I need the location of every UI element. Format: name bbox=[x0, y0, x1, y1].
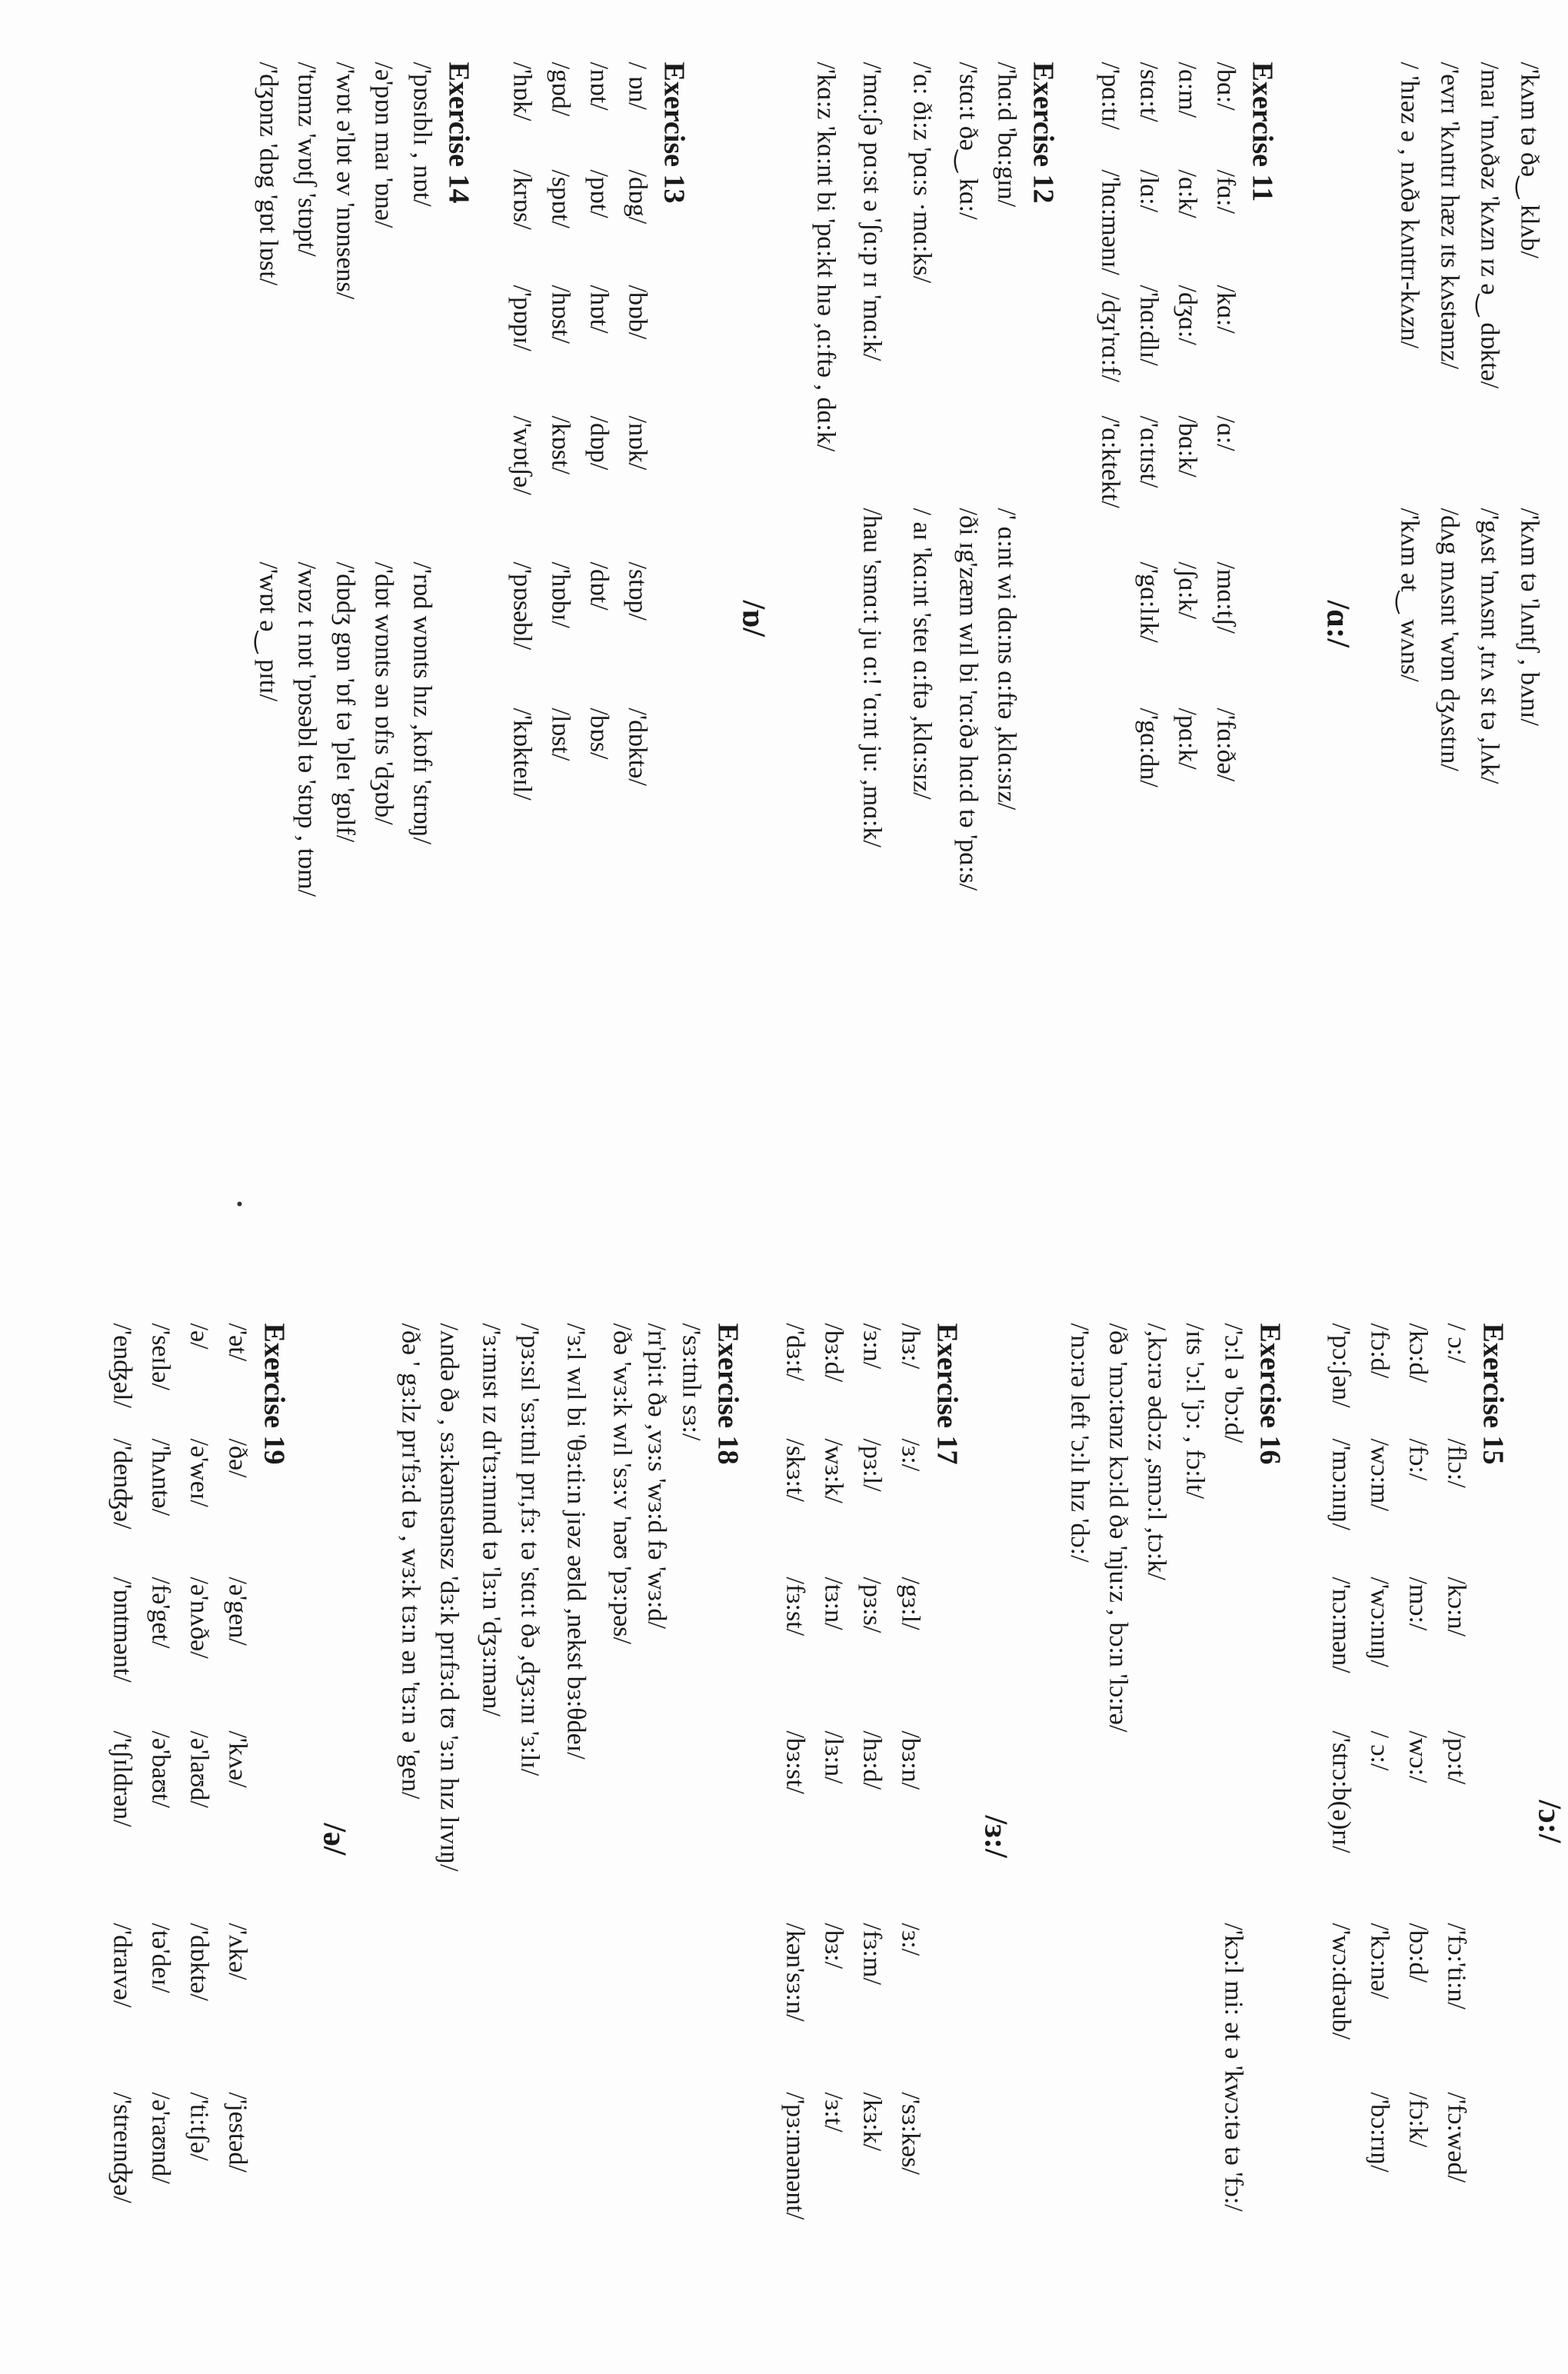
word: /wɜ:k/ bbox=[819, 1438, 847, 1503]
word: /kɑ:/ bbox=[1211, 285, 1240, 334]
sentence: / aɪ 'kɑ:nt 'steɪ ɑ:ftə ,klɑ:sɪz/ bbox=[907, 508, 936, 800]
intro-line: /'kʌm tə 'lʌntʃ , bʌnɪ/ bbox=[1515, 508, 1543, 726]
word: /'pɑ:tɪ/ bbox=[1096, 62, 1124, 130]
word: /'dɒktə/ bbox=[185, 1923, 213, 2001]
sentence: /'dɒt wɒnts ən ɒfɪs 'dʒɒb/ bbox=[369, 561, 398, 825]
word: /lɑ:/ bbox=[1134, 169, 1163, 212]
word: /tɜ:n/ bbox=[819, 1577, 847, 1630]
word: /ɑ:m/ bbox=[1173, 62, 1201, 118]
word: /ɜ:/ bbox=[896, 1438, 924, 1471]
sentence: /'kɔ:l mi: ət ə 'kwɔ:tə tə 'fɔ:/ bbox=[1219, 1923, 1247, 2212]
word: /'dɒktə/ bbox=[623, 708, 651, 786]
word: /mɔ:/ bbox=[1403, 1577, 1432, 1630]
word: /'mɔ:nɪŋ/ bbox=[1327, 1438, 1355, 1530]
sentence: /'dʒɒnz 'dɒg 'gɒt lɒst/ bbox=[254, 62, 282, 285]
word: /'ɑ:tɪst/ bbox=[1134, 415, 1163, 488]
sentence: /'ɑ: ði:z 'pɑ:s ·mɑ:ks/ bbox=[907, 62, 936, 283]
word: /hɜ:/ bbox=[896, 1323, 924, 1369]
word: /'sɜ:kəs/ bbox=[896, 2092, 924, 2175]
word: /dʒɪ'rɑ:f/ bbox=[1096, 292, 1124, 382]
word: /ə'baʊt/ bbox=[146, 1730, 175, 1808]
word: /fɔ:d/ bbox=[1365, 1323, 1393, 1378]
word: /krɒs/ bbox=[508, 169, 536, 230]
word: /'pɔ:ʃən/ bbox=[1327, 1323, 1355, 1407]
word: /kɒst/ bbox=[546, 415, 574, 474]
exercise-title: Exercise 14 bbox=[442, 62, 474, 203]
word: /'tʃɪldrən/ bbox=[108, 1730, 136, 1827]
intro-line: /'evrɪ 'kʌntrɪ hæz ɪts kʌstəmz/ bbox=[1435, 62, 1463, 369]
word: /'enʤəl/ bbox=[108, 1323, 136, 1408]
word: /fɔ:k/ bbox=[1403, 2092, 1432, 2147]
word: /ɑ:/ bbox=[1211, 415, 1240, 451]
word: /nɒk/ bbox=[623, 415, 651, 470]
word: /pɑ:k/ bbox=[1173, 708, 1201, 770]
word: /ə/ bbox=[185, 1323, 213, 1349]
word: /nɒt/ bbox=[584, 62, 613, 111]
word: /'fɔ:'ti:n/ bbox=[1442, 1923, 1470, 2009]
sentence: /ði ɪg'zæm wɪl bi 'rɑ:ðə hɑ:d tə 'pɑ:s/ bbox=[954, 508, 982, 891]
word: / ɔ:/ bbox=[1365, 1730, 1393, 1770]
word: /wɔ:/ bbox=[1403, 1730, 1432, 1783]
exercise-title: Exercise 12 bbox=[1027, 62, 1059, 203]
word: /'bɔ:rɪŋ/ bbox=[1365, 2092, 1393, 2173]
word: /pɒt/ bbox=[584, 169, 613, 218]
exercise-title: Exercise 16 bbox=[1253, 1323, 1286, 1464]
word: /ɜ:/ bbox=[896, 1923, 924, 1956]
left-column bbox=[0, 62, 1568, 1084]
word: /stɑ:t/ bbox=[1134, 62, 1163, 122]
word: /dɒt/ bbox=[584, 561, 613, 611]
word: /flɔ:/ bbox=[1442, 1438, 1470, 1488]
word: /fə'get/ bbox=[146, 1577, 175, 1648]
intro-line: /'kʌm ət‿ wʌns/ bbox=[1395, 508, 1423, 682]
word: /'strɔ:b(ə)rɪ/ bbox=[1327, 1730, 1355, 1853]
word: /'wɔ:drəub/ bbox=[1327, 1923, 1355, 2039]
exercise-title: Exercise 15 bbox=[1476, 1323, 1509, 1464]
exercise-title: Exercise 19 bbox=[258, 1323, 290, 1464]
word: /'nɔ:mən/ bbox=[1327, 1577, 1355, 1673]
word: /fɜ:st/ bbox=[781, 1577, 809, 1636]
sentence: /'rɒd wɒnts hɪz ,kɒfɪ 'strɒŋ/ bbox=[408, 561, 436, 844]
exercise-title: Exercise 17 bbox=[930, 1323, 963, 1464]
intro-line: / 'hɪəz ə , nʌðə kʌntrɪ-kʌzn/ bbox=[1395, 62, 1423, 348]
intro-line: /'kʌm tə ðə‿ klʌb/ bbox=[1515, 62, 1543, 258]
word: /'ɑ:ktekt/ bbox=[1096, 415, 1124, 508]
word: /'hɒk/ bbox=[508, 62, 536, 121]
word: /mɑ:tʃ/ bbox=[1211, 561, 1240, 634]
word: /'gɑ:dn/ bbox=[1134, 708, 1163, 787]
exercise-title: Exercise 18 bbox=[711, 1323, 744, 1464]
word: /'ti:tʃə/ bbox=[185, 2092, 213, 2161]
word: /pɜ:l/ bbox=[857, 1438, 886, 1492]
sentence: /' ɑ:nt wi dɑ:ns ɑ:ftə ,klɑ:sɪz/ bbox=[992, 508, 1020, 810]
sentence: /'stɑ:t ðə‿ kɑ:/ bbox=[954, 62, 982, 220]
sentence: /hau 'smɑ:t ju ɑ:! 'ɑ:nt ju: ,mɑ:k/ bbox=[857, 508, 886, 847]
intro-line: /maɪ 'mʌðəz 'kʌzn ɪz ə‿ dɒktə/ bbox=[1475, 62, 1503, 388]
word: /'wɔ:nɪŋ/ bbox=[1365, 1577, 1393, 1667]
sentence: /ə'pɒn maɪ 'ɒnə/ bbox=[369, 62, 398, 228]
word: /'fɔ:wəd/ bbox=[1442, 2092, 1470, 2183]
word: /bɒs/ bbox=[584, 708, 613, 759]
word: /fɑ:/ bbox=[1211, 169, 1240, 214]
word: /bɔ:d/ bbox=[1403, 1923, 1432, 1983]
word: /fɔ:/ bbox=[1403, 1438, 1432, 1480]
sentence: /'hɑ:d 'bɑ:gɪn/ bbox=[992, 62, 1020, 207]
word: /lɜ:n/ bbox=[819, 1730, 847, 1784]
word: /lɒst/ bbox=[546, 708, 574, 761]
sentence: /'pɜ:sɪl 'sɜ:tnlɪ prɪ,fɜ: tə 'stɑ:t ðə ,dʒɜ:nɪ 'ɜ:lɪ/ bbox=[515, 1323, 544, 1776]
word: /ə'laʊd/ bbox=[185, 1730, 213, 1808]
word: /spɒt/ bbox=[546, 169, 574, 228]
sentence: /'ɜ:mɪst ɪz dɪ'tɜ:mɪnd tə 'lɜ:n 'dʒɜ:mən/ bbox=[477, 1323, 505, 1716]
word: / ɔ:/ bbox=[1442, 1323, 1470, 1363]
word: /stɒp/ bbox=[623, 561, 651, 621]
word: /'ʌkə/ bbox=[223, 1923, 251, 1980]
exercise-title: Exercise 13 bbox=[657, 62, 690, 203]
sentence: /'wɒt ə'lɒt əv 'nɒnsens/ bbox=[331, 62, 359, 299]
word: /kɔ:n/ bbox=[1442, 1577, 1470, 1636]
word: /'ət/ bbox=[223, 1323, 251, 1361]
intro-line: /dʌg mʌsnt 'wɒn dʒʌstɪn/ bbox=[1435, 508, 1463, 771]
word: /ɜ:t/ bbox=[819, 2092, 847, 2133]
section-symbol: /ɑ:/ bbox=[1320, 600, 1355, 648]
word: /'jestəd/ bbox=[223, 2092, 251, 2173]
word: /'pɜ:mənənt/ bbox=[781, 2092, 809, 2219]
sentence: /rɪ'pi:t ðə ,vɜ:s 'wɜ:d fə 'wɜ:d/ bbox=[642, 1323, 671, 1629]
sentence: /'kɑ:z 'kɑ:nt bi 'pɑ:kt hɪə ,ɑ:ftə , dɑ:k/ bbox=[811, 62, 840, 451]
word: /kɔ:d/ bbox=[1403, 1323, 1432, 1383]
word: /'kɔ:nə/ bbox=[1365, 1923, 1393, 1999]
section-symbol: /ɒ/ bbox=[735, 600, 771, 637]
word: /'dɜ:t/ bbox=[781, 1323, 809, 1381]
sentence: /'wɒt ə‿ pɪtɪ/ bbox=[254, 561, 282, 701]
word: /ðə/ bbox=[223, 1438, 251, 1477]
word: /'hɑ:dlɪ/ bbox=[1134, 285, 1163, 366]
word: /bɜ:d/ bbox=[819, 1323, 847, 1382]
word: /bɑ:/ bbox=[1211, 62, 1240, 111]
sentence: /ðə ' gɜ:lz prɪ'fɜ:d tə , wɜ:k tɜ:n ən 'tɜ:n ə 'gen/ bbox=[396, 1323, 424, 1799]
word: /'wɒtʃə/ bbox=[508, 415, 536, 495]
word: /pɔ:t/ bbox=[1442, 1730, 1470, 1784]
word: /hɒt/ bbox=[584, 285, 613, 334]
word: /hɒst/ bbox=[546, 285, 574, 344]
word: /'hʌntə/ bbox=[146, 1438, 175, 1516]
word: /gɒd/ bbox=[546, 62, 574, 116]
word: /'gɑ:lɪk/ bbox=[1134, 561, 1163, 643]
section-symbol: /ɜ:/ bbox=[977, 1815, 1013, 1858]
word: /'kʌə/ bbox=[223, 1730, 251, 1788]
word: /tə'deɪ/ bbox=[146, 1923, 175, 1993]
word: /ɑ:k/ bbox=[1173, 169, 1201, 218]
word: /kən'sɜ:n/ bbox=[781, 1923, 809, 2022]
word: /'hɑ:mənɪ/ bbox=[1096, 169, 1124, 275]
word: /'pɒpɪ/ bbox=[508, 285, 536, 351]
sentence: /'ɔ:l ə 'bɔ:d/ bbox=[1219, 1323, 1247, 1443]
sentence: /'dɒdʒ gɒn 'ɒf tə 'pleɪ 'gɒlf/ bbox=[331, 561, 359, 842]
sentence: /'pɒsɪblɪ , nɒt/ bbox=[408, 62, 436, 207]
right-column bbox=[0, 1323, 1568, 2346]
sentence: /ɪts 'ɔ:l 'jɔ: , fɔ:lt/ bbox=[1180, 1323, 1209, 1499]
word: /'hɒbɪ/ bbox=[546, 561, 574, 628]
sentence: /ʌndə ðə , sɜ:kəmstənsz 'dɜ:k prɪfɜ:d tʊ 'ɜ:n hɪz lɪvɪŋ/ bbox=[434, 1323, 463, 1871]
word: /'fɑ:ðə/ bbox=[1211, 708, 1240, 781]
word: /'seɪlə/ bbox=[146, 1323, 175, 1390]
word: /bɜ:/ bbox=[819, 1923, 847, 1969]
word: /ə'nʌðə/ bbox=[185, 1577, 213, 1659]
word: /wɔ:m/ bbox=[1365, 1438, 1393, 1511]
word: /dɒg/ bbox=[623, 169, 651, 224]
word: /ʃɑ:k/ bbox=[1173, 561, 1201, 619]
word: /ə'gen/ bbox=[223, 1577, 251, 1646]
section-symbol: /ɔ:/ bbox=[1531, 1800, 1566, 1843]
word: /dʒɑ:/ bbox=[1173, 285, 1201, 345]
sentence: /ðə 'wɜ:k wɪl 'sɜ:v 'nəʊ 'pɜ:pəs/ bbox=[608, 1323, 636, 1644]
exercise-title: Exercise 11 bbox=[1246, 62, 1278, 201]
word: /hɜ:d/ bbox=[857, 1730, 886, 1790]
word: /kɜ:k/ bbox=[857, 2092, 886, 2151]
sentence: /'nɔ:rə left 'ɔ:lɪ hɪz 'dɔ:/ bbox=[1065, 1323, 1094, 1563]
word: / ɒn/ bbox=[623, 62, 651, 110]
word: /ɜ:n/ bbox=[857, 1323, 886, 1369]
word: /fɜ:m/ bbox=[857, 1923, 886, 1985]
word: /'draɪvə/ bbox=[108, 1923, 136, 2007]
word: /dɒp/ bbox=[584, 415, 613, 470]
word: /'kɒkteɪl/ bbox=[508, 708, 536, 801]
word: /gɜ:l/ bbox=[896, 1577, 924, 1630]
word: /skɜ:t/ bbox=[781, 1438, 809, 1502]
sentence: /wɒz t nɒt 'pɒsəbl tə 'stɒp , tɒm/ bbox=[292, 561, 321, 897]
word: /ə'weɪ/ bbox=[185, 1438, 213, 1507]
section-symbol: /ə/ bbox=[316, 1823, 351, 1855]
word: /bɜ:st/ bbox=[781, 1730, 809, 1794]
word: /bɑ:k/ bbox=[1173, 415, 1201, 478]
sentence: /'ɜ:l wɪl bi 'θɜ:ti:n jɪəz əʊld ,nekst bɜ:θdeɪ/ bbox=[561, 1323, 590, 1760]
scan-speck bbox=[237, 1201, 241, 1206]
word: /'denʤə/ bbox=[108, 1438, 136, 1529]
word: /pɜ:s/ bbox=[857, 1577, 886, 1633]
word: /ə'raʊnd/ bbox=[146, 2092, 175, 2184]
sentence: /'mɑ:ʃə pɑ:st ə 'ʃɑ:p rɪ 'mɑ:k/ bbox=[857, 62, 886, 361]
sentence: /ðə 'mɔ:tənz kɔ:ld ðə 'nju:z , bɔ:n 'lɔ:rə/ bbox=[1104, 1323, 1132, 1732]
word: /'ɒntmənt/ bbox=[108, 1577, 136, 1683]
sentence: /'tɒmz 'wɒtʃ 'stɒpt/ bbox=[292, 62, 321, 257]
word: /bɜ:n/ bbox=[896, 1730, 924, 1790]
intro-line: /'gʌst 'mʌsnt ,trʌ st tə ,lʌk/ bbox=[1475, 508, 1503, 784]
word: /'streɪnʤə/ bbox=[108, 2092, 136, 2203]
sentence: /,kɔ:rə ədɔ:z ,smɔ:l ,tɔ:k/ bbox=[1142, 1323, 1170, 1580]
sentence: /'sɜ:tnlɪ sɜ:/ bbox=[677, 1323, 705, 1440]
word: /'pɒsəbl/ bbox=[508, 561, 536, 650]
word: /bɒb/ bbox=[623, 285, 651, 339]
